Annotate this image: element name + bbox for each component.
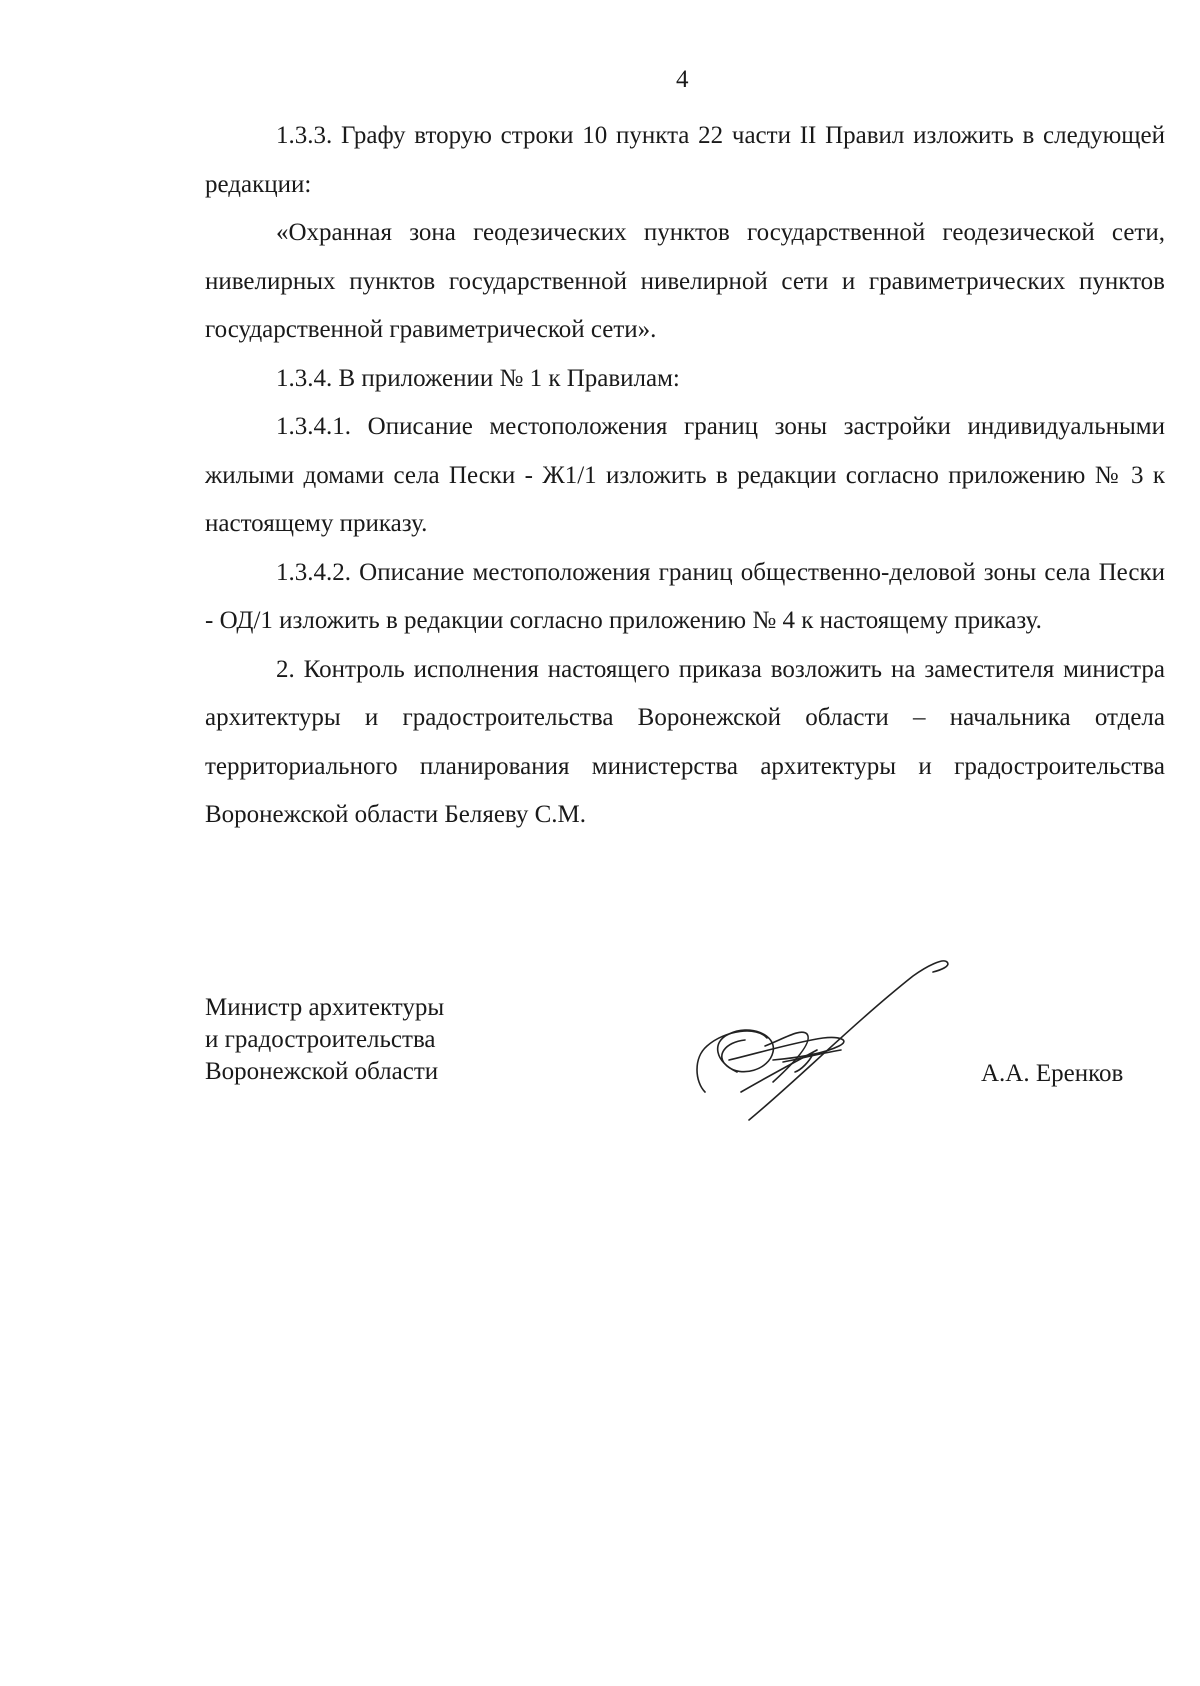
- document-body: [205, 112, 1165, 840]
- paragraph-1-3-4-2: 1.3.4.2. Описание местоположения границ общественно-деловой зоны села Пески - ОД/1 изложить в редакции согласно приложению № 4 к настоящему приказу.: [205, 558, 1165, 634]
- signer-name: А.А. Еренков: [981, 1060, 1124, 1087]
- handwritten-signature: [645, 942, 985, 1162]
- position-line-3: Воронежской области: [205, 1058, 439, 1085]
- signer-position: [205, 992, 444, 1088]
- paragraph-1-3-4-1: 1.3.4.1. Описание местоположения границ зоны застройки индивидуальными жилыми домами села Пески - Ж1/1 изложить в редакции согласно приложению № 3 к настоящему приказу.: [205, 413, 1165, 537]
- page-number: 4: [676, 66, 689, 93]
- paragraph-1-3-3: 1.3.3. Графу вторую строки 10 пункта 22 части II Правил изложить в следующей редакции:: [205, 122, 1165, 198]
- signature-block: [205, 992, 1165, 1192]
- position-line-1: Министр архитектуры: [205, 994, 445, 1021]
- paragraph-1-3-4: 1.3.4. В приложении № 1 к Правилам:: [276, 364, 680, 392]
- paragraph-2: 2. Контроль исполнения настоящего приказа возложить на заместителя министра архитектуры и градостроительства Воронежской области – начальника отдела территориального планирования министерства архитектуры и градостроительства Воронежской области Беляеву С.М.: [205, 655, 1165, 828]
- paragraph-quote: «Охранная зона геодезических пунктов государственной геодезической сети, нивелирных пунктов государственной нивелирной сети и гравиметрических пунктов государственной гравиметрической сети».: [205, 219, 1165, 343]
- position-line-2: и градостроительства: [205, 1026, 436, 1053]
